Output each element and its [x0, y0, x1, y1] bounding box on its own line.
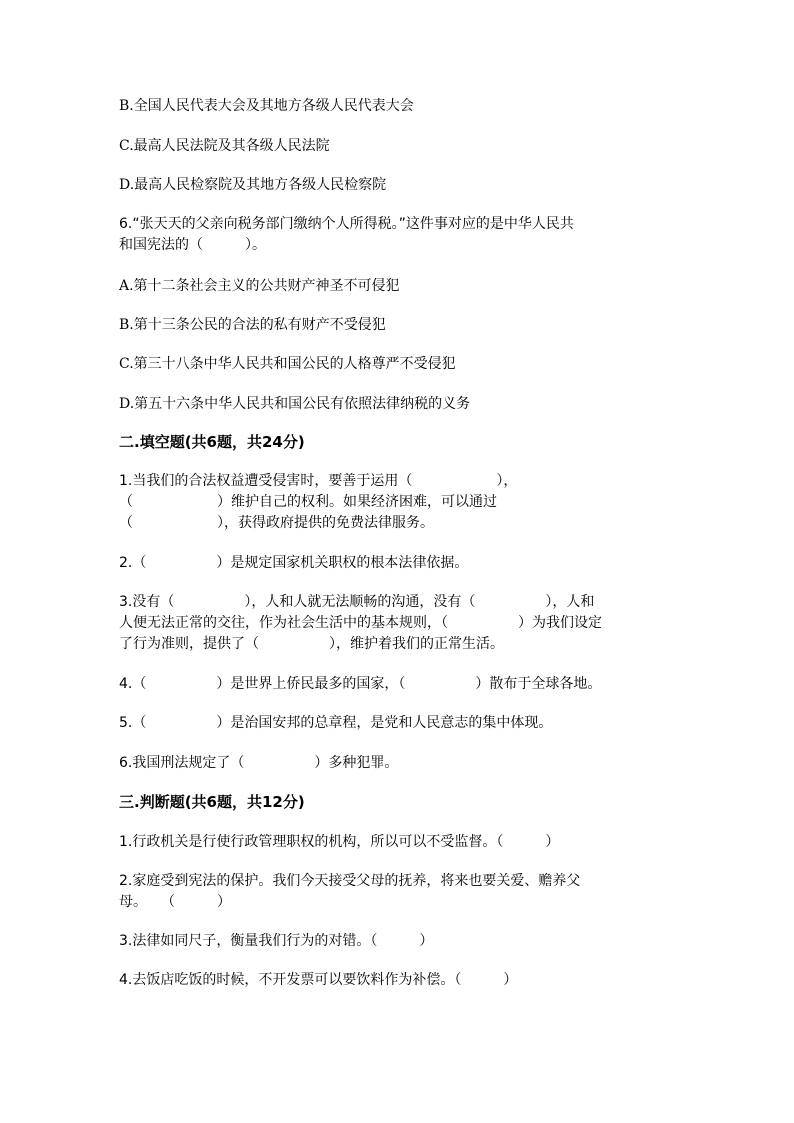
- section2-heading: 二.填空题(共6题，共24分): [119, 433, 305, 451]
- q6-option-b: B.第十三条公民的合法的私有财产不受侵犯: [119, 317, 386, 333]
- q6-option-c: C.第三十八条中华人民共和国公民的人格尊严不受侵犯: [119, 356, 456, 372]
- judge-q2-line1: 2.家庭受到宪法的保护。我们今天接受父母的抚养，将来也要关爱、赡养父: [119, 873, 581, 889]
- fill-q4: 4.（ ）是世界上侨民最多的国家，（ ）散布于全球各地。: [119, 676, 602, 692]
- fill-q6: 6.我国刑法规定了（ ）多种犯罪。: [119, 755, 399, 771]
- judge-q2-line2: 母。 （ ）: [119, 894, 231, 910]
- fill-q5: 5.（ ）是治国安邦的总章程，是党和人民意志的集中体现。: [119, 715, 553, 731]
- fill-q1-line1: 1.当我们的合法权益遭受侵害时，要善于运用（ ），: [119, 473, 518, 489]
- fill-q1-line2: （ ）维护自己的权利。如果经济困难，可以通过: [119, 494, 497, 510]
- q6-stem-line2: 和国宪法的（ ）。: [119, 237, 266, 253]
- fill-q2: 2.（ ）是规定国家机关职权的根本法律依据。: [119, 555, 469, 571]
- section3-heading: 三.判断题(共6题，共12分): [119, 793, 305, 811]
- judge-q1: 1.行政机关是行使行政管理职权的机构，所以可以不受监督。（ ）: [119, 834, 560, 850]
- judge-q3: 3.法律如同尺子，衡量我们行为的对错。（ ）: [119, 933, 434, 949]
- q6-stem-line1: 6.“张天天的父亲向税务部门缴纳个人所得税。”这件事对应的是中华人民共: [119, 216, 574, 232]
- q5-option-b: B.全国人民代表大会及其地方各级人民代表大会: [119, 98, 414, 114]
- q5-option-c: C.最高人民法院及其各级人民法院: [119, 138, 330, 154]
- fill-q3-line3: 了行为准则，提供了（ ），维护着我们的正常生活。: [119, 636, 504, 652]
- q6-option-a: A.第十二条社会主义的公共财产神圣不可侵犯: [119, 278, 400, 294]
- judge-q4: 4.去饭店吃饭的时候，不开发票可以要饮料作为补偿。（ ）: [119, 972, 518, 988]
- fill-q1-line3: （ ），获得政府提供的免费法律服务。: [119, 515, 434, 531]
- fill-q3-line1: 3.没有（ ），人和人就无法顺畅的沟通，没有（ ），人和: [119, 594, 595, 610]
- q6-option-d: D.第五十六条中华人民共和国公民有依照法律纳税的义务: [119, 396, 471, 412]
- fill-q3-line2: 人便无法正常的交往，作为社会生活中的基本规则，（ ）为我们设定: [119, 615, 602, 631]
- q5-option-d: D.最高人民检察院及其地方各级人民检察院: [119, 177, 387, 193]
